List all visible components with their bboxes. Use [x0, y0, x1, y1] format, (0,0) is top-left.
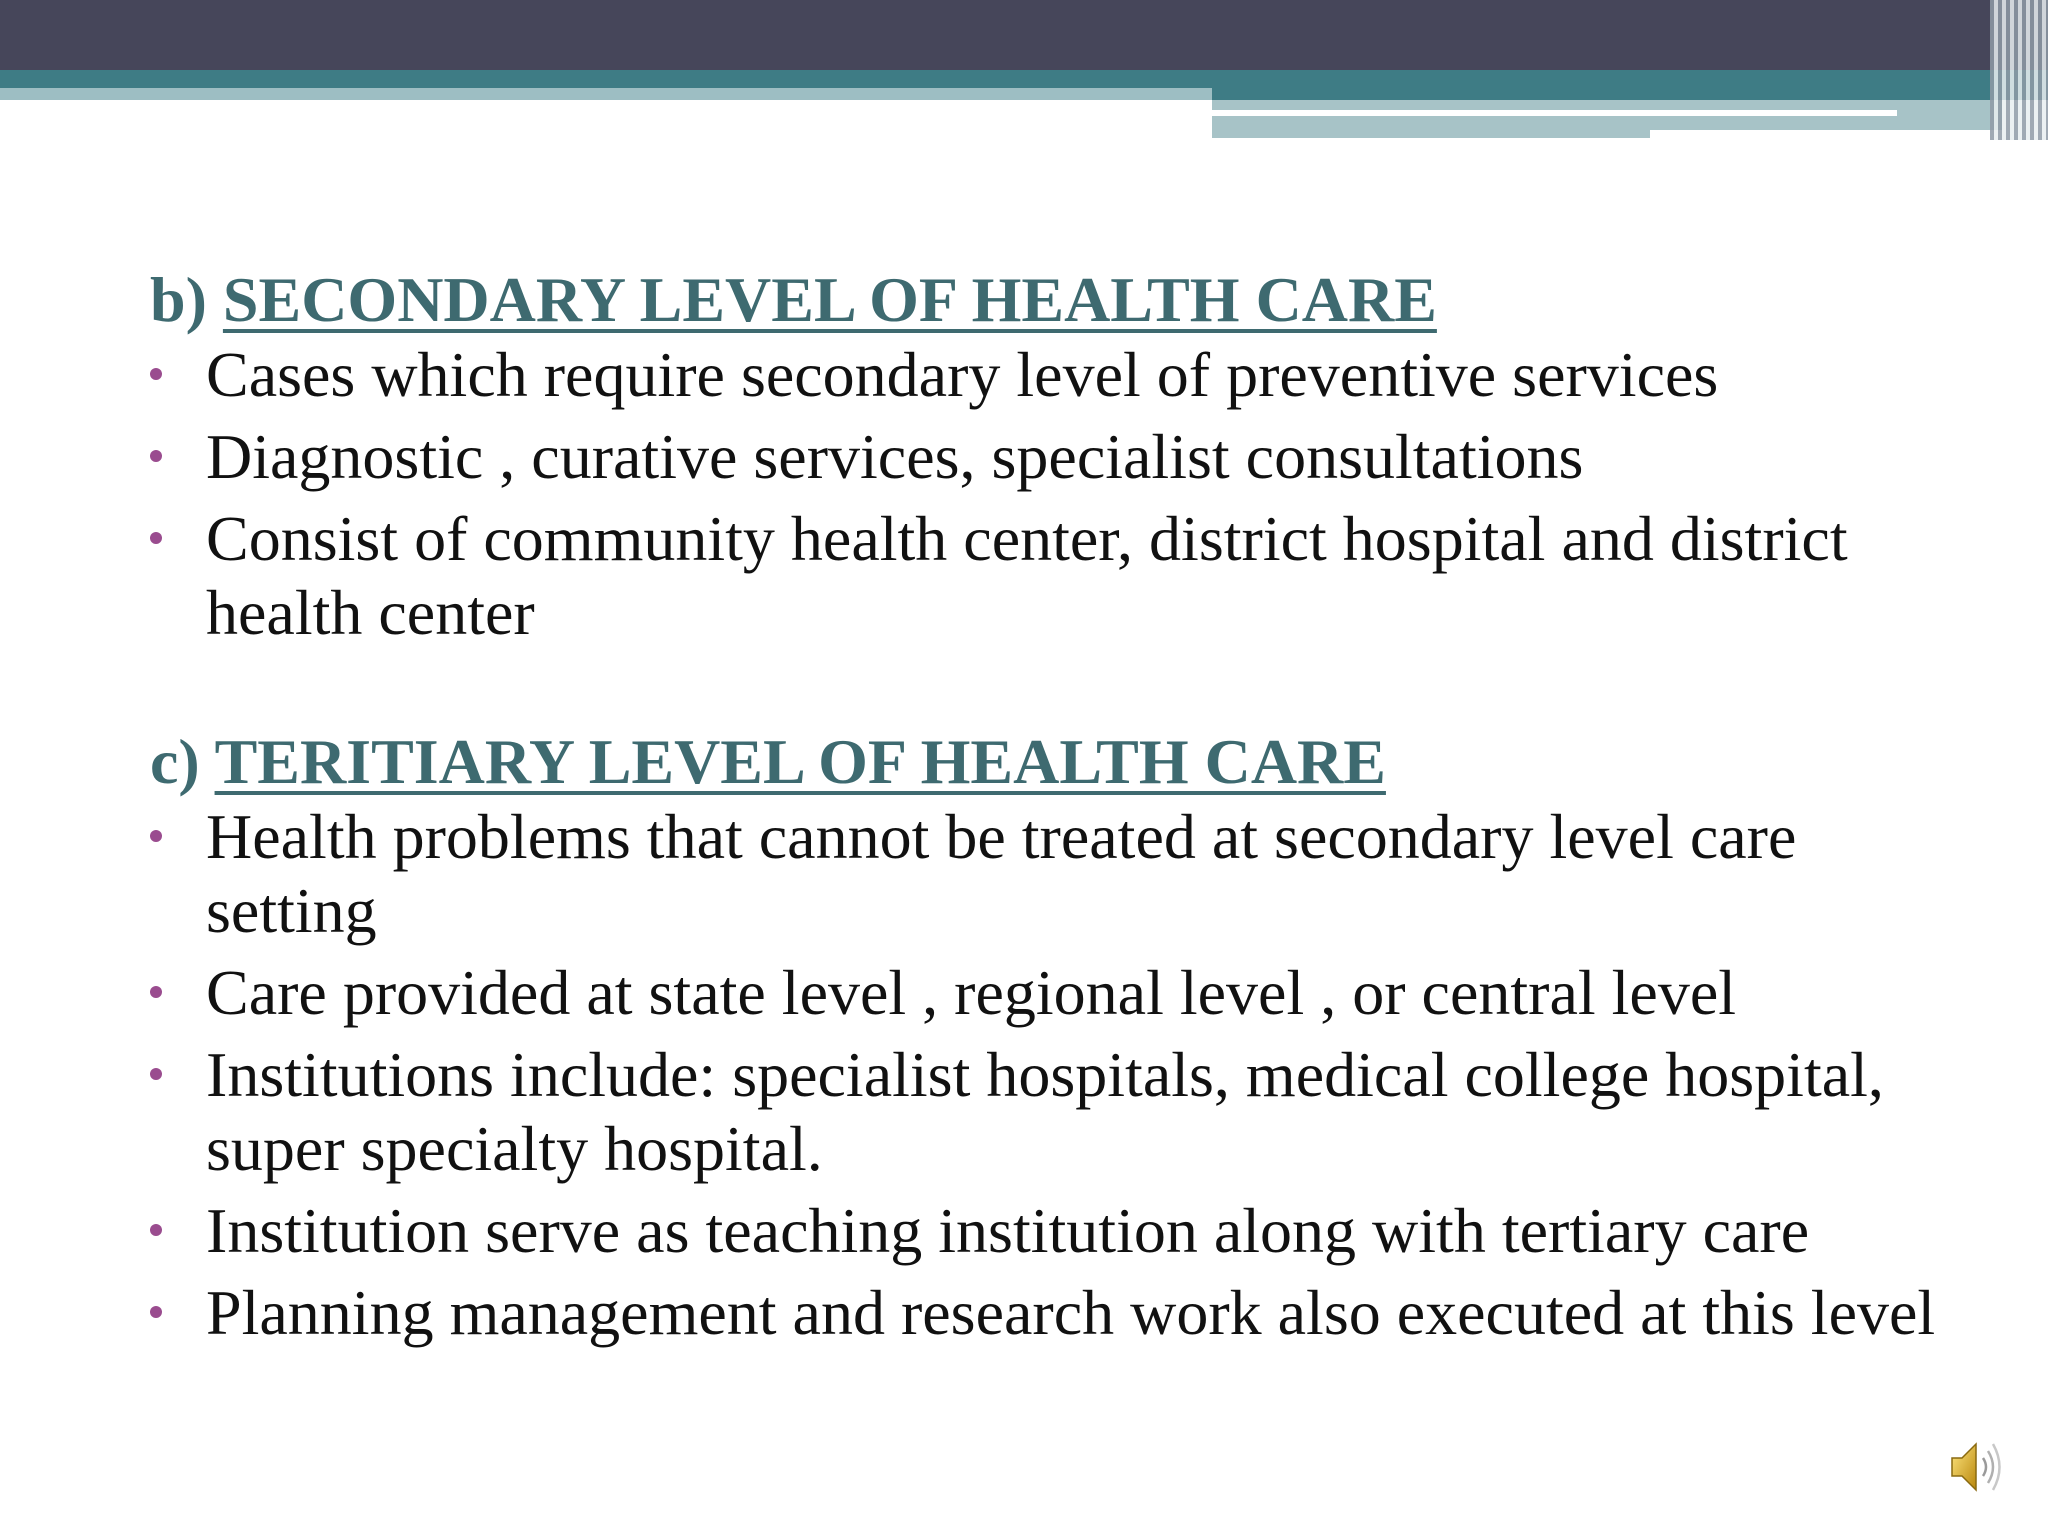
- list-item: [150, 420, 1950, 494]
- bullet-icon: [150, 986, 162, 998]
- list-item-text: Planning management and research work also executed at this level: [206, 1277, 1936, 1348]
- speaker-icon-graphic: [1946, 1436, 2006, 1498]
- section-prefix: c): [150, 726, 215, 797]
- list-item: [150, 1038, 1950, 1186]
- bullet-icon: [150, 450, 162, 462]
- bullet-icon: [150, 532, 162, 544]
- section-spacer: [150, 658, 1950, 724]
- slide-body: [150, 262, 1950, 1358]
- bullet-list-secondary: [150, 338, 1950, 650]
- section-title: TERITIARY LEVEL OF HEALTH CARE: [214, 726, 1386, 797]
- list-item: [150, 800, 1950, 948]
- list-item: [150, 338, 1950, 412]
- banner-teal-band: [0, 70, 2048, 88]
- list-item-text: Institution serve as teaching institution along with tertiary care: [206, 1195, 1810, 1266]
- list-item: [150, 1194, 1950, 1268]
- section-heading-secondary: [150, 262, 1950, 338]
- banner-white-line: [1212, 110, 1897, 116]
- list-item-text: Institutions include: specialist hospitals, medical college hospital, super specialty hospital.: [206, 1039, 1884, 1184]
- bullet-icon: [150, 1224, 162, 1236]
- section-prefix: b): [150, 264, 223, 335]
- list-item-text: Diagnostic , curative services, specialist consultations: [206, 421, 1584, 492]
- bullet-icon: [150, 1068, 162, 1080]
- bullet-list-tertiary: [150, 800, 1950, 1350]
- bullet-icon: [150, 368, 162, 380]
- list-item: [150, 1276, 1950, 1350]
- banner-white-line-lower: [1650, 130, 2002, 138]
- slide-header-banner: [0, 0, 2048, 145]
- banner-light-band-left: [0, 88, 1212, 100]
- banner-stripes: [1990, 0, 2048, 140]
- section-heading-tertiary: [150, 724, 1950, 800]
- list-item-text: Consist of community health center, district hospital and district health center: [206, 503, 1848, 648]
- list-item: [150, 502, 1950, 650]
- list-item-text: Health problems that cannot be treated at secondary level care setting: [206, 801, 1797, 946]
- list-item: [150, 956, 1950, 1030]
- section-title: SECONDARY LEVEL OF HEALTH CARE: [222, 264, 1437, 335]
- banner-teal-band-right: [1212, 88, 2048, 100]
- speaker-icon[interactable]: [1946, 1436, 2006, 1498]
- list-item-text: Cases which require secondary level of preventive services: [206, 339, 1719, 410]
- bullet-icon: [150, 830, 162, 842]
- list-item-text: Care provided at state level , regional level , or central level: [206, 957, 1736, 1028]
- banner-dark-band: [0, 0, 2048, 70]
- bullet-icon: [150, 1306, 162, 1318]
